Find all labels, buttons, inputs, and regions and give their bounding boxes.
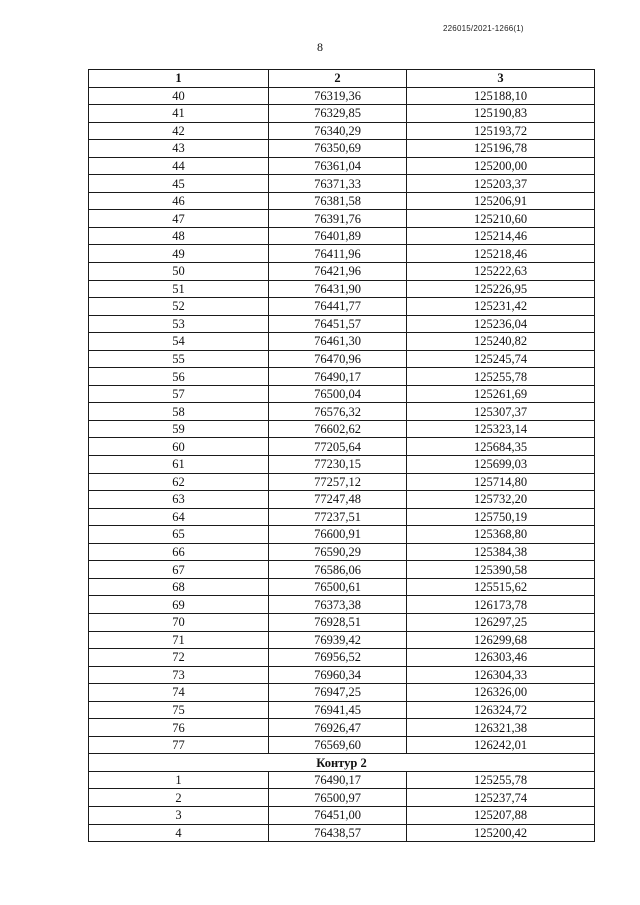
cell-point-number: 76 bbox=[89, 719, 269, 737]
coordinates-table bbox=[88, 69, 595, 842]
cell-x-coordinate: 77247,48 bbox=[269, 491, 407, 509]
cell-point-number: 77 bbox=[89, 736, 269, 754]
cell-y-coordinate: 125699,03 bbox=[407, 456, 595, 474]
table-row bbox=[89, 806, 595, 824]
cell-x-coordinate: 76381,58 bbox=[269, 192, 407, 210]
table-row bbox=[89, 368, 595, 386]
cell-point-number: 53 bbox=[89, 315, 269, 333]
table-row bbox=[89, 736, 595, 754]
cell-point-number: 4 bbox=[89, 824, 269, 842]
cell-x-coordinate: 76451,00 bbox=[269, 806, 407, 824]
cell-point-number: 43 bbox=[89, 140, 269, 158]
cell-point-number: 48 bbox=[89, 227, 269, 245]
table-body-contour-2-rows bbox=[89, 771, 595, 841]
cell-x-coordinate: 76421,96 bbox=[269, 263, 407, 281]
cell-point-number: 3 bbox=[89, 806, 269, 824]
table-row bbox=[89, 596, 595, 614]
cell-x-coordinate: 76602,62 bbox=[269, 420, 407, 438]
header-cell-point: 1 bbox=[89, 70, 269, 88]
table-row bbox=[89, 789, 595, 807]
cell-y-coordinate: 126299,68 bbox=[407, 631, 595, 649]
table-row bbox=[89, 87, 595, 105]
table-row bbox=[89, 245, 595, 263]
table-row bbox=[89, 403, 595, 421]
cell-point-number: 74 bbox=[89, 684, 269, 702]
cell-x-coordinate: 76340,29 bbox=[269, 122, 407, 140]
table-header-row bbox=[89, 70, 595, 88]
cell-x-coordinate: 76941,45 bbox=[269, 701, 407, 719]
table-row bbox=[89, 613, 595, 631]
cell-point-number: 40 bbox=[89, 87, 269, 105]
cell-y-coordinate: 125231,42 bbox=[407, 298, 595, 316]
table-row bbox=[89, 719, 595, 737]
cell-y-coordinate: 126326,00 bbox=[407, 684, 595, 702]
cell-x-coordinate: 76319,36 bbox=[269, 87, 407, 105]
table-row bbox=[89, 157, 595, 175]
header-cell-x: 2 bbox=[269, 70, 407, 88]
cell-x-coordinate: 76500,97 bbox=[269, 789, 407, 807]
cell-x-coordinate: 76441,77 bbox=[269, 298, 407, 316]
cell-x-coordinate: 76329,85 bbox=[269, 105, 407, 123]
cell-x-coordinate: 76461,30 bbox=[269, 333, 407, 351]
cell-point-number: 55 bbox=[89, 350, 269, 368]
cell-x-coordinate: 76451,57 bbox=[269, 315, 407, 333]
cell-x-coordinate: 76431,90 bbox=[269, 280, 407, 298]
cell-x-coordinate: 77230,15 bbox=[269, 456, 407, 474]
cell-point-number: 54 bbox=[89, 333, 269, 351]
cell-point-number: 75 bbox=[89, 701, 269, 719]
table-row bbox=[89, 333, 595, 351]
cell-y-coordinate: 125261,69 bbox=[407, 385, 595, 403]
cell-x-coordinate: 77237,51 bbox=[269, 508, 407, 526]
cell-y-coordinate: 125240,82 bbox=[407, 333, 595, 351]
table-row bbox=[89, 456, 595, 474]
cell-point-number: 2 bbox=[89, 789, 269, 807]
cell-point-number: 50 bbox=[89, 263, 269, 281]
section-title: Контур 2 bbox=[89, 754, 595, 772]
cell-point-number: 45 bbox=[89, 175, 269, 193]
header-cell-y: 3 bbox=[407, 70, 595, 88]
cell-y-coordinate: 125307,37 bbox=[407, 403, 595, 421]
cell-x-coordinate: 76586,06 bbox=[269, 561, 407, 579]
cell-x-coordinate: 76500,61 bbox=[269, 578, 407, 596]
cell-y-coordinate: 126242,01 bbox=[407, 736, 595, 754]
cell-y-coordinate: 125236,04 bbox=[407, 315, 595, 333]
cell-x-coordinate: 76411,96 bbox=[269, 245, 407, 263]
page-number: 8 bbox=[317, 40, 323, 54]
cell-y-coordinate: 125188,10 bbox=[407, 87, 595, 105]
cell-y-coordinate: 125323,14 bbox=[407, 420, 595, 438]
table-row bbox=[89, 210, 595, 228]
cell-point-number: 68 bbox=[89, 578, 269, 596]
cell-y-coordinate: 125390,58 bbox=[407, 561, 595, 579]
cell-y-coordinate: 126321,38 bbox=[407, 719, 595, 737]
cell-y-coordinate: 125237,74 bbox=[407, 789, 595, 807]
table-row bbox=[89, 175, 595, 193]
cell-point-number: 70 bbox=[89, 613, 269, 631]
cell-y-coordinate: 125255,78 bbox=[407, 771, 595, 789]
cell-point-number: 65 bbox=[89, 526, 269, 544]
cell-x-coordinate: 76391,76 bbox=[269, 210, 407, 228]
cell-y-coordinate: 125206,91 bbox=[407, 192, 595, 210]
cell-x-coordinate: 76928,51 bbox=[269, 613, 407, 631]
cell-point-number: 41 bbox=[89, 105, 269, 123]
cell-x-coordinate: 76600,91 bbox=[269, 526, 407, 544]
table-row bbox=[89, 578, 595, 596]
document-id: 226015/2021-1266(1) bbox=[443, 24, 524, 33]
table-row bbox=[89, 385, 595, 403]
cell-point-number: 42 bbox=[89, 122, 269, 140]
cell-y-coordinate: 126297,25 bbox=[407, 613, 595, 631]
cell-y-coordinate: 125210,60 bbox=[407, 210, 595, 228]
cell-y-coordinate: 125200,42 bbox=[407, 824, 595, 842]
cell-point-number: 49 bbox=[89, 245, 269, 263]
cell-y-coordinate: 125515,62 bbox=[407, 578, 595, 596]
table-row bbox=[89, 526, 595, 544]
cell-y-coordinate: 126173,78 bbox=[407, 596, 595, 614]
cell-point-number: 64 bbox=[89, 508, 269, 526]
cell-point-number: 56 bbox=[89, 368, 269, 386]
cell-point-number: 47 bbox=[89, 210, 269, 228]
table-row bbox=[89, 561, 595, 579]
cell-point-number: 73 bbox=[89, 666, 269, 684]
cell-point-number: 59 bbox=[89, 420, 269, 438]
cell-point-number: 62 bbox=[89, 473, 269, 491]
cell-x-coordinate: 77257,12 bbox=[269, 473, 407, 491]
table-row bbox=[89, 771, 595, 789]
table-body-contour-1 bbox=[89, 87, 595, 754]
cell-point-number: 1 bbox=[89, 771, 269, 789]
cell-y-coordinate: 125368,80 bbox=[407, 526, 595, 544]
table-row bbox=[89, 192, 595, 210]
cell-point-number: 60 bbox=[89, 438, 269, 456]
table-row bbox=[89, 140, 595, 158]
cell-y-coordinate: 125190,83 bbox=[407, 105, 595, 123]
table-body-contour-2 bbox=[89, 754, 595, 772]
cell-y-coordinate: 125200,00 bbox=[407, 157, 595, 175]
cell-point-number: 57 bbox=[89, 385, 269, 403]
cell-y-coordinate: 125245,74 bbox=[407, 350, 595, 368]
table-row bbox=[89, 666, 595, 684]
cell-y-coordinate: 125218,46 bbox=[407, 245, 595, 263]
cell-y-coordinate: 125684,35 bbox=[407, 438, 595, 456]
cell-x-coordinate: 76569,60 bbox=[269, 736, 407, 754]
table-row bbox=[89, 263, 595, 281]
cell-point-number: 66 bbox=[89, 543, 269, 561]
cell-y-coordinate: 125203,37 bbox=[407, 175, 595, 193]
cell-point-number: 44 bbox=[89, 157, 269, 175]
cell-x-coordinate: 76371,33 bbox=[269, 175, 407, 193]
cell-point-number: 61 bbox=[89, 456, 269, 474]
cell-point-number: 63 bbox=[89, 491, 269, 509]
table-row bbox=[89, 824, 595, 842]
cell-y-coordinate: 125384,38 bbox=[407, 543, 595, 561]
cell-point-number: 72 bbox=[89, 649, 269, 667]
cell-y-coordinate: 125193,72 bbox=[407, 122, 595, 140]
table-row bbox=[89, 350, 595, 368]
section-row bbox=[89, 754, 595, 772]
cell-y-coordinate: 126303,46 bbox=[407, 649, 595, 667]
table-row bbox=[89, 105, 595, 123]
table-row bbox=[89, 508, 595, 526]
cell-y-coordinate: 125714,80 bbox=[407, 473, 595, 491]
cell-y-coordinate: 125207,88 bbox=[407, 806, 595, 824]
cell-x-coordinate: 76438,57 bbox=[269, 824, 407, 842]
table-row bbox=[89, 491, 595, 509]
cell-x-coordinate: 76960,34 bbox=[269, 666, 407, 684]
cell-x-coordinate: 76401,89 bbox=[269, 227, 407, 245]
table-row bbox=[89, 420, 595, 438]
cell-y-coordinate: 125255,78 bbox=[407, 368, 595, 386]
table-row bbox=[89, 438, 595, 456]
cell-y-coordinate: 125732,20 bbox=[407, 491, 595, 509]
cell-y-coordinate: 126324,72 bbox=[407, 701, 595, 719]
cell-point-number: 51 bbox=[89, 280, 269, 298]
table-row bbox=[89, 298, 595, 316]
cell-y-coordinate: 126304,33 bbox=[407, 666, 595, 684]
table-row bbox=[89, 543, 595, 561]
cell-y-coordinate: 125196,78 bbox=[407, 140, 595, 158]
cell-x-coordinate: 76956,52 bbox=[269, 649, 407, 667]
table-row bbox=[89, 122, 595, 140]
cell-point-number: 52 bbox=[89, 298, 269, 316]
cell-point-number: 69 bbox=[89, 596, 269, 614]
cell-point-number: 58 bbox=[89, 403, 269, 421]
cell-x-coordinate: 76590,29 bbox=[269, 543, 407, 561]
cell-x-coordinate: 76576,32 bbox=[269, 403, 407, 421]
cell-x-coordinate: 76490,17 bbox=[269, 368, 407, 386]
cell-x-coordinate: 76947,25 bbox=[269, 684, 407, 702]
table-row bbox=[89, 227, 595, 245]
cell-point-number: 71 bbox=[89, 631, 269, 649]
cell-point-number: 46 bbox=[89, 192, 269, 210]
cell-x-coordinate: 76373,38 bbox=[269, 596, 407, 614]
table-row bbox=[89, 631, 595, 649]
cell-y-coordinate: 125222,63 bbox=[407, 263, 595, 281]
table-row bbox=[89, 701, 595, 719]
cell-y-coordinate: 125750,19 bbox=[407, 508, 595, 526]
cell-x-coordinate: 77205,64 bbox=[269, 438, 407, 456]
table-row bbox=[89, 315, 595, 333]
table-row bbox=[89, 280, 595, 298]
cell-y-coordinate: 125214,46 bbox=[407, 227, 595, 245]
table-row bbox=[89, 473, 595, 491]
cell-x-coordinate: 76490,17 bbox=[269, 771, 407, 789]
cell-x-coordinate: 76500,04 bbox=[269, 385, 407, 403]
cell-x-coordinate: 76926,47 bbox=[269, 719, 407, 737]
table-row bbox=[89, 649, 595, 667]
cell-x-coordinate: 76350,69 bbox=[269, 140, 407, 158]
cell-point-number: 67 bbox=[89, 561, 269, 579]
cell-x-coordinate: 76361,04 bbox=[269, 157, 407, 175]
cell-x-coordinate: 76470,96 bbox=[269, 350, 407, 368]
cell-x-coordinate: 76939,42 bbox=[269, 631, 407, 649]
cell-y-coordinate: 125226,95 bbox=[407, 280, 595, 298]
table-row bbox=[89, 684, 595, 702]
